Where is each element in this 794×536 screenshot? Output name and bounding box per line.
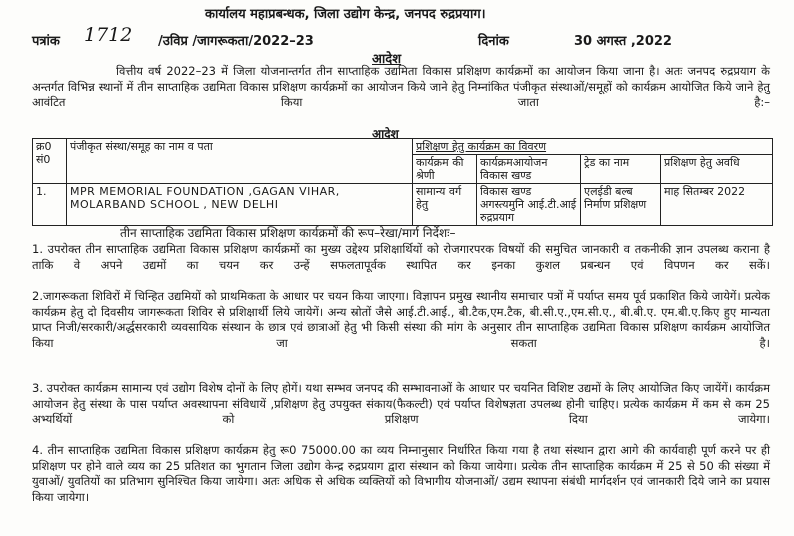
table-header-row [33, 139, 773, 155]
cell-period: माह सितम्बर 2022 [661, 184, 773, 226]
cell-organisation: MPR MEMORIAL FOUNDATION ,GAGAN VIHAR, MOLARBAND SCHOOL , NEW DELHI [67, 184, 413, 226]
date-label: दिनांक [478, 34, 509, 49]
reference-path: /उविप्र /जागरूकता/2022–23 [158, 34, 314, 49]
header-organisation: पंजीकृत संस्था/समूह का नाम व पता [67, 139, 413, 184]
date-value: 30 अगस्त ,2022 [574, 34, 672, 49]
guideline-point-2: 2.जागरूकता शिविरों में चिन्हित उद्यमियों को प्राथमिकता के आधार पर चयन किया जाएगा। विज्ञापन प्रमुख स्थानीय समाचार पत्रों में पर्याप्त समय पूर्व प्रकाशित किये जायेगें। प्रत्येक कार्यक्रम हेतु दो दिवसीय जागरूकता शिविर से प्रशिक्षार्थी लिये जायेगें। अन्य स्रोतों जैसे आई.टी.आई., बी.टैक,एम.टैक, बी.सी.ए.,एम.सी.ए., बी.बी.ए. एम.बी.ए.किए हुए मान्यता प्राप्त निजी/सरकारी/अर्द्धसरकारी व्यवसायिक संस्थान के छात्र एवं छात्राओं हेतु भी किसी संस्था की मांग के अनुसार तीन साप्ताहिक उद्यमिता विकास प्रशिक्षण कार्यक्रम आयोजित किया जा सकता है। [32, 289, 770, 350]
header-programme-details-text: प्रशिक्षण हेतु कार्यक्रम का विवरण [416, 140, 547, 153]
cell-category: सामान्य वर्ग हेतु [413, 184, 477, 226]
guideline-point-3: 3. उपरोक्त कार्यक्रम सामान्य एवं उद्योग विशेष दोनों के लिए होगें। यथा सम्भव जनपद की सम्भावनाओं के आधार पर चयनित विशिष्ट उद्यमों के लिए आयोजित किए जायेंगें। कार्यक्रम आयोजन हेतु संस्था के पास पर्याप्त अवस्थापना संविधायें ,प्रशिक्षण हेतु उपयुक्त संकाय(फैकल्टी) एवं पर्याप्त विशेषज्ञता उपलब्ध होनी चाहिए। प्रत्येक कार्यक्रम में कम से कम 25 अभ्यर्थियों को प्रशिक्षण दिया जायेगा। [32, 381, 770, 427]
office-heading: कार्यालय महाप्रबन्धक, जिला उद्योग केन्द्र, जनपद रुद्रप्रयाग। [205, 7, 486, 22]
reference-number-handwritten: 1712 [84, 24, 133, 46]
table-title: आदेश [372, 127, 399, 141]
cell-trade: एलईडी बल्ब निर्माण प्रशिक्षण [581, 184, 661, 226]
header-block: कार्यक्रमआयोजन विकास खण्ड [477, 155, 581, 184]
order-title: आदेश [372, 52, 402, 67]
header-period: प्रशिक्षण हेतु अवधि [661, 155, 773, 184]
cell-serial-no: 1. [33, 184, 67, 226]
programme-table [32, 138, 773, 226]
table-row [33, 184, 773, 226]
guidelines-heading: तीन साप्ताहिक उद्यमिता विकास प्रशिक्षण कार्यक्रमों की रूप–रेखा/मार्ग निर्देशः– [120, 226, 456, 240]
header-programme-details [413, 139, 773, 155]
guideline-point-4: 4. तीन साप्ताहिक उद्यमिता विकास प्रशिक्षण कार्यक्रम हेतु रू0 75000.00 का व्यय निम्नानुसार निर्धारित किया गया है तथा संस्थान द्वारा आगे की कार्यवाही पूर्ण करने पर ही प्रशिक्षण पर होने वाले व्यय का 25 प्रतिशत का भुगतान जिला उद्योग केन्द्र रुद्रप्रयाग द्वारा संस्थान को किया जायेगा। प्रत्येक तीन साप्ताहिक कार्यक्रम में 25 से 50 की संख्या में युवाओं/ युवतियों का प्रतिभाग सुनिश्चित किया जायेगा। अतः अधिक से अधिक व्यक्तियों को विभागीय योजनाओं/ उद्यम स्थापना संबंधी मार्गदर्शन एवं जानकारी दिये जाने का प्रयास किया जायेगा। [32, 443, 770, 504]
header-trade: ट्रेड का नाम [581, 155, 661, 184]
intro-paragraph: वित्तीय वर्ष 2022–23 में जिला योजनान्तर्गत तीन साप्ताहिक उद्यमिता विकास प्रशिक्षण कार्यक्रमों का आयोजन किया जाना है। अतः जनपद रुद्रप्रयाग के अन्तर्गत विभिन्न स्थानों में तीन साप्ताहिक उद्यमिता विकास प्रशिक्षण कार्यक्रमों का आयोजन किये जाने हेतु निम्नांकित पंजीकृत संस्थाओं/समूहों को कार्यक्रम आयोजित किये जाने हेतु आवंटित किया जाता है:– [32, 64, 770, 110]
header-category: कार्यक्रम की श्रेणी [413, 155, 477, 184]
header-serial-no: क्र0 सं0 [33, 139, 67, 184]
reference-label: पत्रांक [32, 34, 60, 49]
cell-block: विकास खण्ड अगस्त्यमुनि आई.टी.आई रुद्रप्रयाग [477, 184, 581, 226]
guideline-point-1: 1. उपरोक्त तीन साप्ताहिक उद्यमिता विकास प्रशिक्षण कार्यक्रमों का मुख्य उद्देश्य प्रशिक्षार्थियों को रोजगारपरक विषयों की समुचित जानकारी व तकनीकी ज्ञान उपलब्ध कराना है ताकि वे अपने उद्यमों का चयन कर उन्हें सफलतापूर्वक स्थापित कर इनका कुशल प्रबन्धन एवं विपणन कर सकें। [32, 242, 770, 272]
